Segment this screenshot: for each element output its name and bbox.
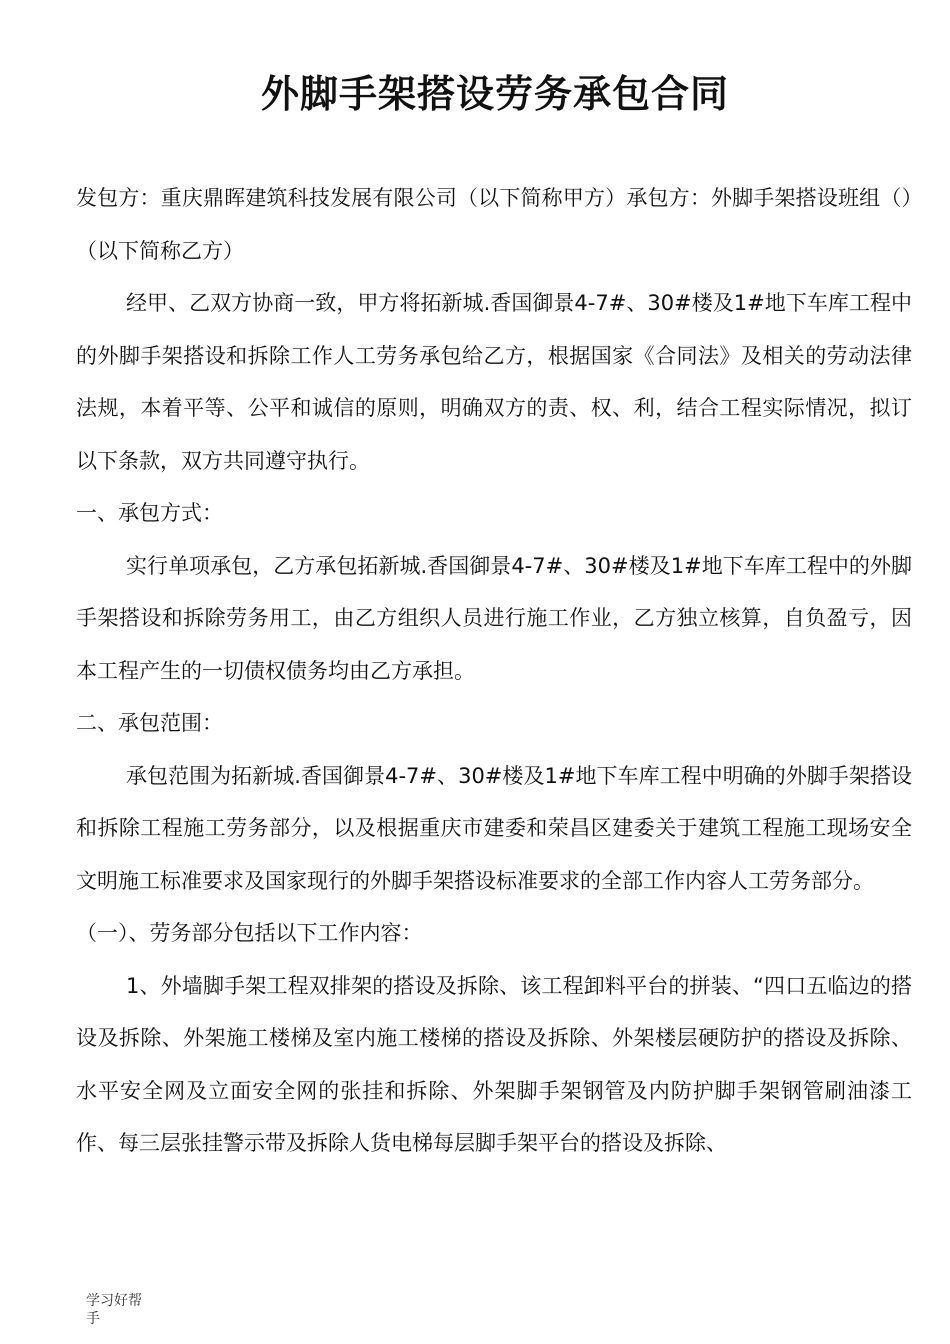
section1-paragraph: 实行单项承包，乙方承包拓新城.香国御景4-7#、30#楼及1#地下车库工程中的外脚手架搭设和拆除劳务用工，由乙方组织人员进行施工作业，乙方独立核算，自负盈亏，因本工程产生的一切债权债务均由乙方承担。 (76, 553, 912, 683)
intro-paragraph: 经甲、乙双方协商一致，甲方将拓新城.香国御景4-7#、30#楼及1#地下车库工程中的外脚手架搭设和拆除工作人工劳务承包给乙方，根据国家《合同法》及相关的劳动法律法规，本着平等、公平和诚信的原则，明确双方的责、权、利，结合工程实际情况，拟订以下条款，双方共同遵守执行。 (76, 291, 912, 473)
document-title: 外脚手架搭设劳务承包合同 (260, 72, 729, 116)
section2-heading: 二、承包范围： (76, 711, 223, 735)
parties-paragraph: 发包方：重庆鼎晖建筑科技发展有限公司（以下简称甲方）承包方：外脚手架搭设班组（）（以下简称乙方） (76, 186, 912, 263)
footer-watermark-text: 学习好帮手 (86, 1293, 142, 1327)
subsection1-heading: （一）、劳务部分包括以下工作内容： (76, 921, 423, 945)
document-body (76, 172, 912, 1170)
section2-paragraph: 承包范围为拓新城.香国御景4-7#、30#楼及1#地下车库工程中明确的外脚手架搭设和拆除工程施工劳务部分，以及根据重庆市建委和荣昌区建委关于建筑工程施工现场安全文明施工标准要求及国家现行的外脚手架搭设标准要求的全部工作内容人工劳务部分。 (76, 763, 912, 893)
section1-heading: 一、承包方式： (76, 501, 223, 525)
item1-paragraph: 1、外墙脚手架工程双排架的搭设及拆除、该工程卸料平台的拼装、“四口五临边的搭设及拆除、外架施工楼梯及室内施工楼梯的搭设及拆除、外架楼层硬防护的搭设及拆除、水平安全网及立面安全网的张挂和拆除、外架脚手架钢管及内防护脚手架钢管刷油漆工作、每三层张挂警示带及拆除人货电梯每层脚手架平台的搭设及拆除、 (76, 973, 912, 1155)
